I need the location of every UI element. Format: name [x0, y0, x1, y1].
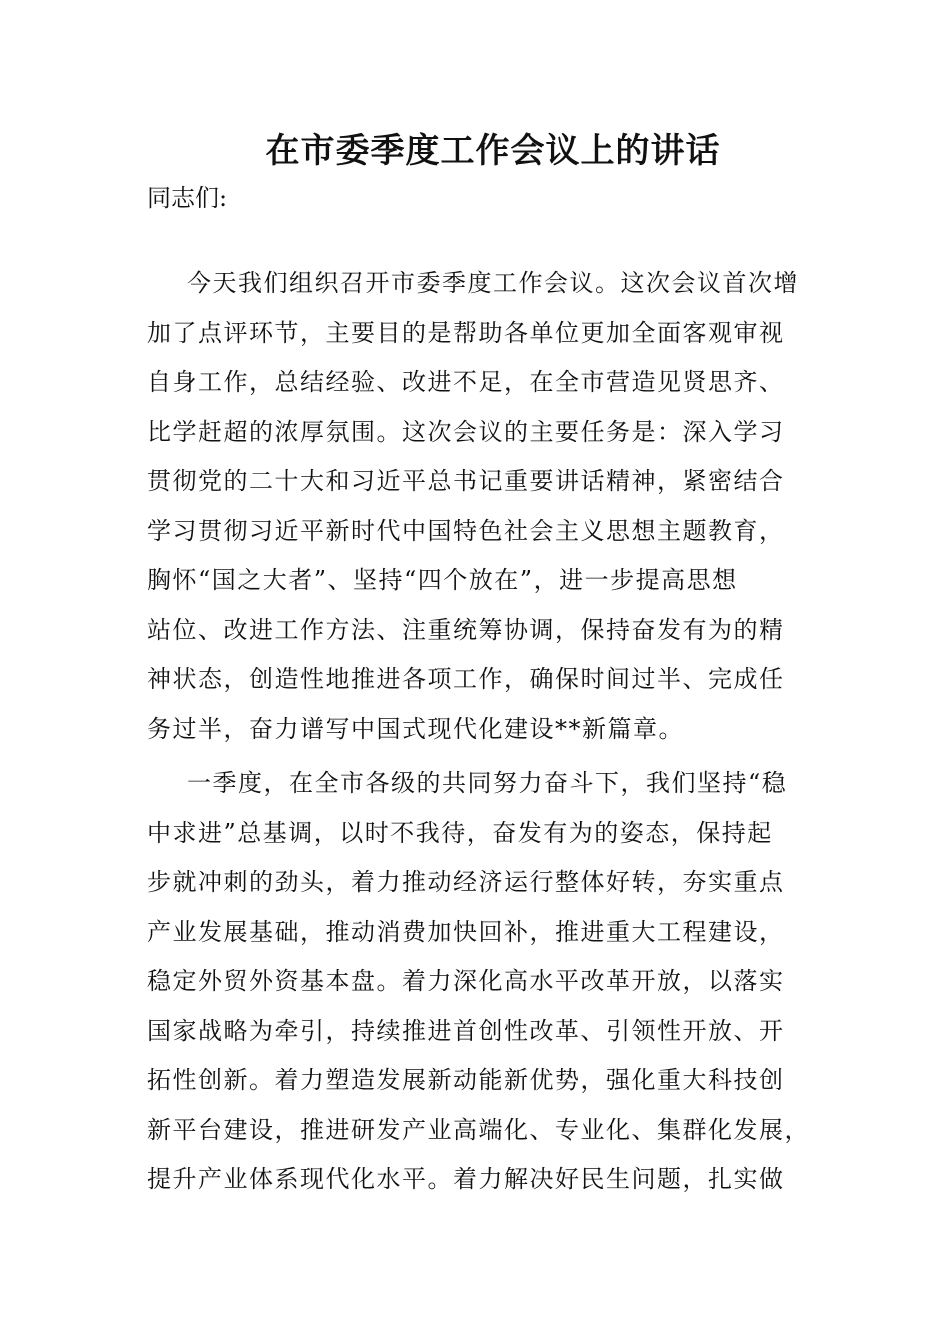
paragraph-line: 步就冲刺的劲头，着力推动经济运行整体好转，夯实重点: [147, 868, 785, 896]
paragraph-line: 提升产业体系现代化水平。着力解决好民生问题，扎实做: [147, 1165, 785, 1193]
paragraph-line: 一季度，在全市各级的共同努力奋斗下，我们坚持“稳: [187, 769, 788, 797]
paragraph-line: 比学赶超的浓厚氛围。这次会议的主要任务是：深入学习: [147, 417, 785, 446]
paragraph-line: 贯彻党的二十大和习近平总书记重要讲话精神，紧密结合: [147, 467, 785, 495]
paragraph-1: [147, 259, 807, 754]
paragraph-line: 神状态，创造性地推进各项工作，确保时间过半、完成任: [147, 665, 785, 693]
paragraph-line: 胸怀“国之大者”、坚持“四个放在”，进一步提高思想: [147, 566, 738, 594]
paragraph-line: 国家战略为牵引，持续推进首创性改革、引领性开放、开: [147, 1016, 785, 1045]
paragraph-line: 拓性创新。着力塑造发展新动能新优势，强化重大科技创: [147, 1066, 785, 1094]
salutation: 同志们:: [147, 184, 228, 212]
paragraph-line: 今天我们组织召开市委季度工作会议。这次会议首次增: [187, 269, 799, 297]
paragraph-line: 新平台建设，推进研发产业高端化、专业化、集群化发展，: [147, 1115, 810, 1144]
document-title: 在市委季度工作会议上的讲话: [265, 131, 721, 171]
paragraph-line: 务过半，奋力谱写中国式现代化建设**新篇章。: [147, 714, 684, 743]
paragraph-line: 产业发展基础，推动消费加快回补，推进重大工程建设，: [147, 917, 785, 946]
paragraph-2: [147, 759, 810, 1205]
paragraph-line: 加了点评环节，主要目的是帮助各单位更加全面客观审视: [147, 318, 785, 347]
paragraph-line: 稳定外贸外资基本盘。着力深化高水平改革开放，以落实: [147, 967, 785, 995]
paragraph-line: 站位、改进工作方法、注重统筹协调，保持奋发有为的精: [147, 615, 785, 644]
paragraph-line: 中求进”总基调，以时不我待，奋发有为的姿态，保持起: [147, 818, 773, 847]
paragraph-line: 自身工作，总结经验、改进不足，在全市营造见贤思齐、: [147, 368, 785, 396]
paragraph-line: 学习贯彻习近平新时代中国特色社会主义思想主题教育，: [147, 516, 785, 545]
